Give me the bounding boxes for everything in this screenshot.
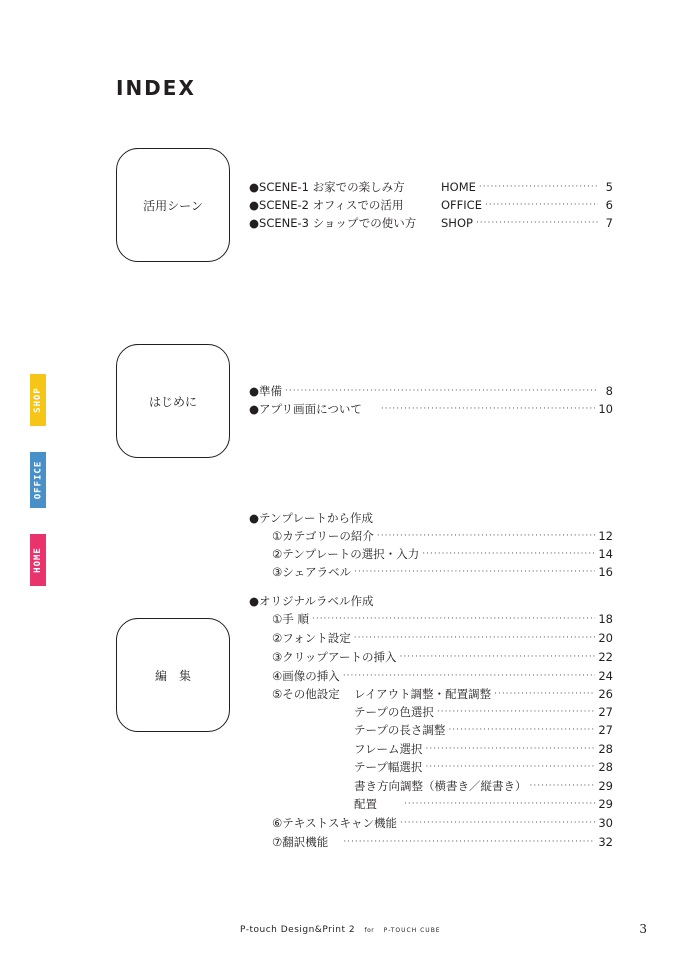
toc-page-number: 18 — [598, 612, 613, 626]
toc-row[interactable] — [354, 703, 613, 721]
dot-leader — [343, 667, 596, 685]
toc-row[interactable] — [354, 740, 613, 758]
toc-page-number: 27 — [598, 723, 613, 737]
toc-page-number: 30 — [598, 816, 613, 830]
dot-leader — [530, 777, 596, 795]
toc-page-number: 8 — [605, 384, 613, 398]
toc-row-label: 書き方向調整（横書き／縦書き） — [354, 779, 527, 793]
dot-leader — [354, 629, 596, 647]
toc-heading-label: ●オリジナルラベル作成 — [249, 594, 374, 608]
toc-row-label: ⑦翻訳機能 — [272, 835, 329, 849]
toc-row-label: ③シェアラベル — [272, 565, 352, 579]
toc-heading-label: ●テンプレートから作成 — [249, 511, 373, 525]
toc-row[interactable] — [249, 178, 613, 196]
page-title: INDEX — [116, 76, 196, 100]
toc-row[interactable] — [272, 610, 613, 628]
footer-device: P-TOUCH CUBE — [383, 927, 441, 934]
section-box-edit — [116, 618, 230, 732]
toc-row[interactable] — [272, 563, 613, 581]
dot-leader — [404, 795, 595, 813]
dot-leader — [479, 178, 598, 196]
toc-row[interactable] — [249, 400, 613, 418]
toc-row-label: ●準備 — [249, 384, 283, 398]
toc-page-number: 28 — [598, 760, 613, 774]
section-label-intro: はじめに — [148, 394, 197, 409]
toc-row-label2: OFFICE — [441, 198, 482, 212]
toc-page-number: 32 — [598, 835, 613, 849]
dot-leader — [485, 196, 598, 214]
dot-leader — [476, 214, 598, 232]
toc-row[interactable] — [272, 629, 613, 647]
toc-page-number: 29 — [598, 779, 613, 793]
toc-page-number: 28 — [598, 742, 613, 756]
dot-leader — [285, 382, 598, 400]
footer — [240, 925, 441, 935]
toc-row-label: ②テンプレートの選択・入力 — [272, 547, 420, 561]
toc-subheading-label: ⑤その他設定 — [272, 687, 340, 701]
toc-heading — [249, 592, 373, 610]
toc-row[interactable] — [354, 721, 613, 739]
dot-leader — [422, 545, 595, 563]
dot-leader — [494, 685, 595, 703]
tab-home-label: HOME — [33, 547, 43, 573]
toc-page-number: 20 — [598, 631, 613, 645]
dot-leader — [400, 648, 596, 666]
toc-page-number: 10 — [598, 402, 613, 416]
toc-page-number: 29 — [598, 797, 613, 811]
dot-leader — [312, 610, 595, 628]
toc-page-number: 7 — [605, 216, 613, 230]
toc-row[interactable] — [354, 685, 613, 703]
footer-for: for — [364, 927, 375, 934]
tab-home[interactable] — [30, 534, 46, 586]
toc-row-label: フレーム選択 — [354, 742, 423, 756]
dot-leader — [426, 740, 596, 758]
tab-office[interactable] — [30, 452, 46, 508]
toc-row-label: ④画像の挿入 — [272, 669, 340, 683]
toc-row[interactable] — [249, 382, 613, 400]
toc-page-number: 27 — [598, 705, 613, 719]
dot-leader — [377, 527, 596, 545]
toc-page-number: 5 — [605, 180, 613, 194]
toc-row-label: ⑥テキストスキャン機能 — [272, 816, 397, 830]
toc-row-label2: HOME — [441, 180, 476, 194]
toc-row[interactable] — [272, 814, 613, 832]
toc-row-label: ●SCENE-1 お家での楽しみ方 — [249, 180, 405, 194]
toc-row-label: テープの長さ調整 — [354, 723, 446, 737]
toc-page-number: 14 — [598, 547, 613, 561]
dot-leader — [448, 721, 595, 739]
toc-subheading — [272, 685, 340, 703]
toc-row-label: ●SCENE-3 ショップでの使い方 — [249, 216, 417, 230]
page-number: 3 — [639, 922, 647, 936]
dot-leader — [381, 400, 596, 418]
toc-row-label: ②フォント設定 — [272, 631, 351, 645]
toc-row[interactable] — [272, 545, 613, 563]
toc-row-label: ①手 順 — [272, 612, 309, 626]
tab-shop[interactable] — [30, 374, 46, 426]
toc-row[interactable] — [354, 777, 613, 795]
toc-row[interactable] — [249, 214, 613, 232]
toc-row[interactable] — [354, 758, 613, 776]
toc-row[interactable] — [272, 648, 613, 666]
toc-row[interactable] — [354, 795, 613, 813]
toc-row[interactable] — [249, 196, 613, 214]
toc-row[interactable] — [272, 667, 613, 685]
footer-product: P-touch Design&Print 2 — [240, 925, 356, 935]
dot-leader — [343, 833, 595, 851]
toc-page-number: 16 — [598, 565, 613, 579]
section-box-intro — [116, 344, 230, 458]
dot-leader — [437, 703, 595, 721]
section-box-scene — [116, 148, 230, 262]
dot-leader — [354, 563, 595, 581]
toc-heading — [249, 509, 373, 527]
toc-row-label: ●アプリ画面について — [249, 402, 362, 416]
toc-row-label: テープの色選択 — [354, 705, 434, 719]
dot-leader — [425, 758, 595, 776]
toc-page-number: 12 — [598, 529, 613, 543]
toc-row-label: ①カテゴリーの紹介 — [272, 529, 374, 543]
toc-row-label: レイアウト調整・配置調整 — [354, 687, 492, 701]
toc-page-number: 26 — [598, 687, 613, 701]
section-label-edit: 編 集 — [154, 668, 191, 683]
toc-page-number: 6 — [605, 198, 613, 212]
tab-office-label: OFFICE — [33, 460, 44, 500]
toc-row[interactable] — [272, 527, 613, 545]
toc-row[interactable] — [272, 833, 613, 851]
toc-page-number: 24 — [598, 669, 613, 683]
section-label-scene: 活用シーン — [143, 198, 203, 213]
toc-row-label: テープ幅選択 — [354, 760, 423, 774]
toc-row-label: 配置 — [354, 797, 377, 811]
tab-shop-label: SHOP — [33, 387, 43, 413]
toc-row-label: ③クリップアートの挿入 — [272, 650, 397, 664]
dot-leader — [400, 814, 595, 832]
toc-row-label: ●SCENE-2 オフィスでの活用 — [249, 198, 404, 212]
toc-row-label2: SHOP — [441, 216, 473, 230]
toc-page-number: 22 — [598, 650, 613, 664]
